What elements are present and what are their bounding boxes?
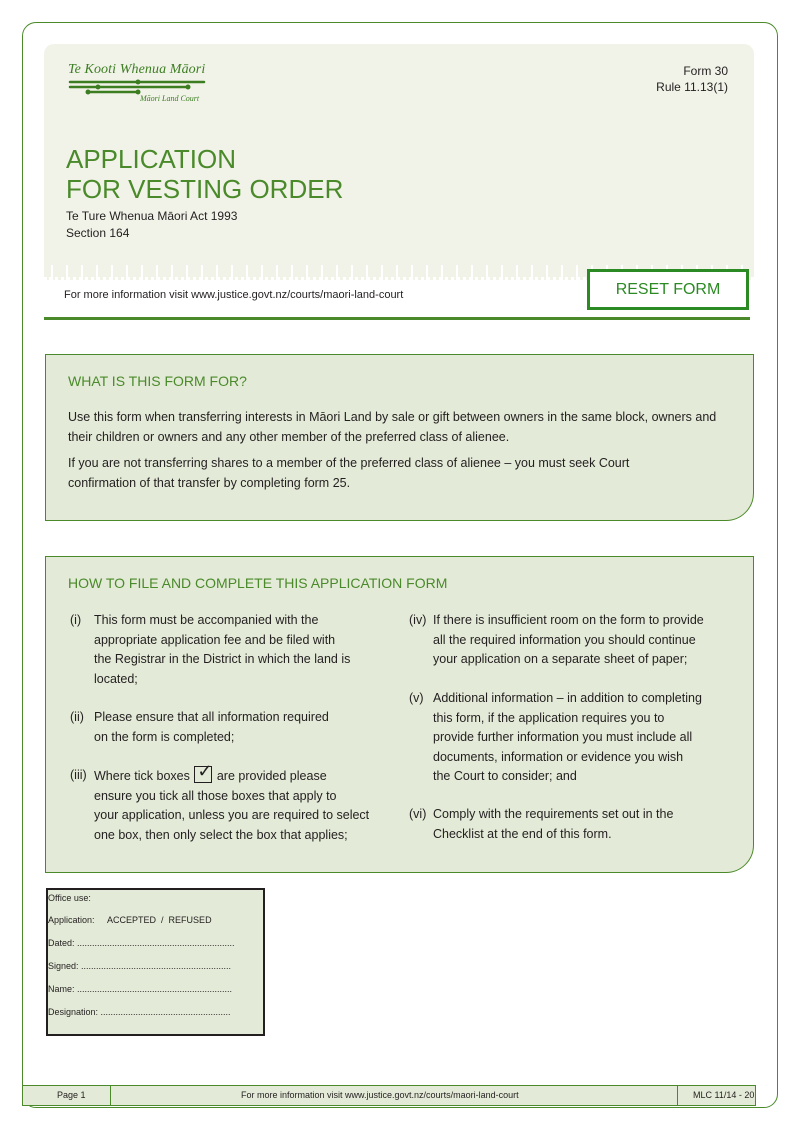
item-line: This form must be accompanied with the [94,613,319,627]
footer-separator [677,1086,678,1105]
example-tick-box [194,761,213,783]
footer-form-code: MLC 11/14 - 20 [693,1090,755,1100]
application-status: ACCEPTED / REFUSED [107,915,212,925]
how-section-title: HOW TO FILE AND COMPLETE THIS APPLICATION FORM [68,575,448,591]
rule-number: Rule 11.13(1) [656,80,728,94]
item-line: one box, then only select the box that applies; [94,827,348,842]
title-line-1: APPLICATION [66,144,237,174]
header-info-link: For more information visit www.justice.govt.nz/courts/maori-land-court [64,289,404,301]
item-number: (iii) [70,768,87,782]
logo-subtitle: Māori Land Court [140,94,200,103]
what-paragraph-2 [68,453,738,493]
footer-page-number: Page 1 [57,1090,86,1100]
act-name: Te Ture Whenua Māori Act 1993 [66,209,238,223]
item-line: located; [94,671,138,686]
office-designation: Designation: .................................................... [48,1007,231,1017]
office-use-box [46,888,265,1036]
title-line-2: FOR VESTING ORDER [66,174,344,204]
logo-title: Te Kooti Whenua Māori [68,62,206,77]
page-title [66,144,343,204]
item-line: ensure you tick all those boxes that apply to [94,788,337,803]
item-line: your application on a separate sheet of paper; [433,652,688,666]
item-line: the Court to consider; and [433,769,577,783]
office-application-row [48,915,212,925]
item-line: Please ensure that all information required [94,710,329,724]
act-reference [66,208,237,242]
item-line: appropriate application fee and be filed with [94,632,336,647]
what-para1-line2: their children or owners and any other member of the preferred class of alienee. [68,430,510,444]
item-line: this form, if the application requires you to [433,710,665,725]
item-line: Additional information – in addition to completing [433,691,702,705]
item-number: (i) [70,613,82,627]
application-label: Application: [48,915,95,925]
header-divider [44,317,750,320]
item-line: If there is insufficient room on the form to provide [433,613,704,627]
footer-separator [110,1086,111,1105]
tick-outro-text: are provided please [216,769,327,783]
item-line: documents, information or evidence you wish [433,749,684,764]
item-line: provide further information you must include all [433,730,693,744]
what-section-title: WHAT IS THIS FORM FOR? [68,373,247,389]
what-para1-line1: Use this form when transferring interests in Māori Land by sale or gift between owners in the same block, owners and [68,410,717,424]
form-number: Form 30 [683,64,728,78]
office-use-title: Office use: [48,893,91,903]
how-to-file-box [45,556,754,873]
item-number: (ii) [70,710,84,724]
item-line: on the form is completed; [94,729,235,744]
item-line: Checklist at the end of this form. [433,826,612,841]
tick-intro-text: Where tick boxes [94,769,190,783]
form-reference [656,63,728,95]
court-logo [68,62,206,103]
item-number: (iv) [409,613,427,627]
what-is-this-form-for-box [45,354,754,521]
check-icon: ✓ [197,761,213,781]
item-line: Comply with the requirements set out in the [433,807,674,821]
item-line: the Registrar in the District in which the land is [94,652,351,666]
act-section: Section 164 [66,226,130,240]
office-signed: Signed: ............................................................ [48,961,232,971]
office-name: Name: .............................................................. [48,984,233,994]
what-paragraph-1 [68,407,738,447]
item-number: (v) [409,691,424,705]
reset-form-button[interactable]: RESET FORM [587,269,749,310]
office-dated: Dated: ............................................................... [48,938,235,948]
footer-info-link: For more information visit www.justice.govt.nz/courts/maori-land-court [241,1090,519,1100]
page-footer [22,1085,756,1106]
item-line [94,761,369,787]
item-line: your application, unless you are required to select [94,808,370,822]
item-line: all the required information you should continue [433,632,696,647]
what-para2-line1: If you are not transferring shares to a member of the preferred class of alienee – you must seek Court [68,456,630,470]
what-para2-line2: confirmation of that transfer by completing form 25. [68,476,351,490]
item-number: (vi) [409,807,427,821]
